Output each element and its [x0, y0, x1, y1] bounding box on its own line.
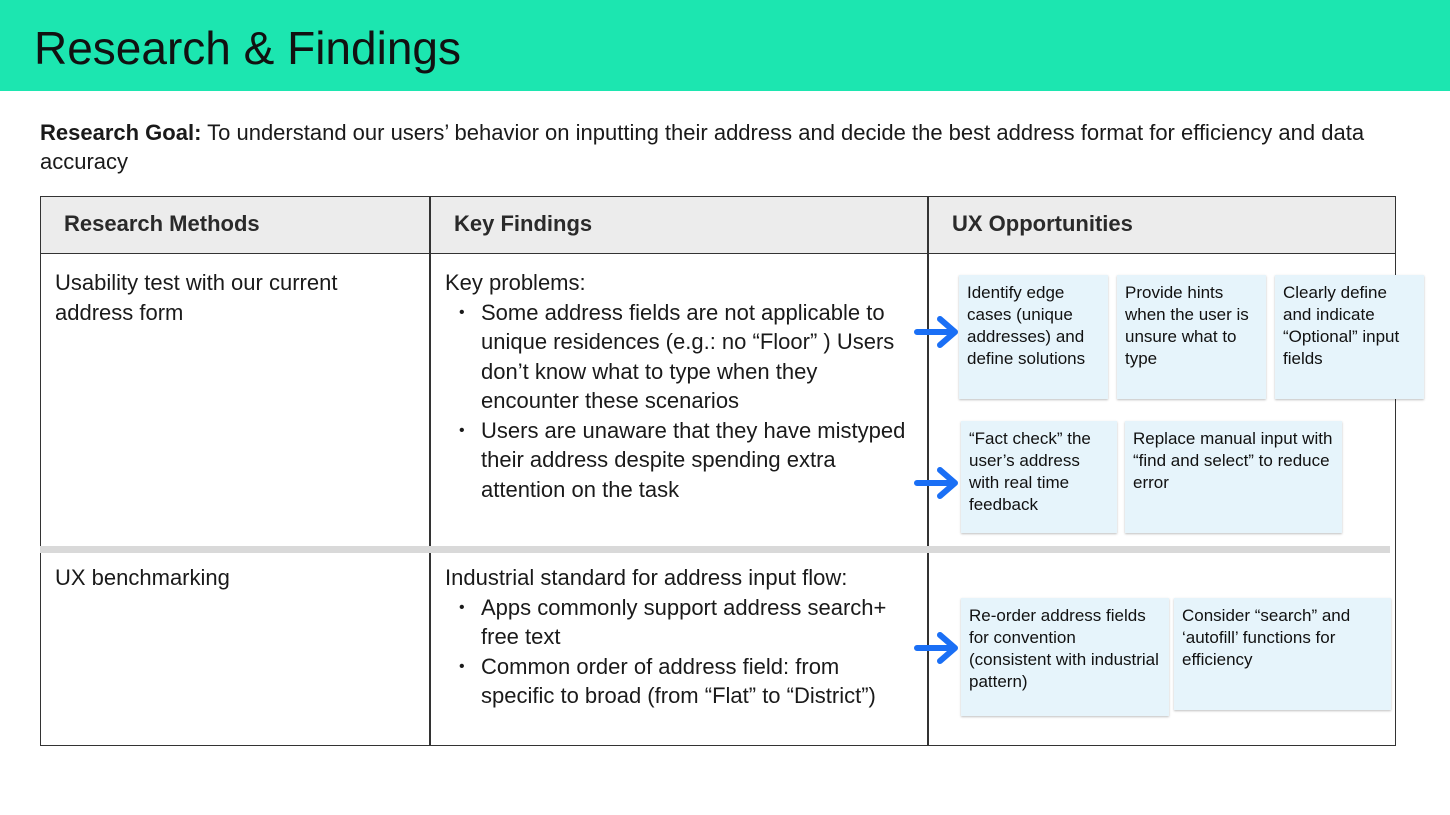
row2-findings-title: Industrial standard for address input flow:: [445, 565, 848, 590]
row1-method: Usability test with our current address form: [55, 270, 338, 325]
opportunity-sticky: Re-order address fields for convention (consistent with industrial pattern): [961, 598, 1169, 716]
opportunity-sticky: Replace manual input with “find and select” to reduce error: [1125, 421, 1342, 533]
opportunity-sticky: Provide hints when the user is unsure what to type: [1117, 275, 1266, 399]
arrow-right-icon: [914, 465, 962, 501]
header-banner: [0, 0, 1450, 91]
column-header-opportunities: UX Opportunities: [952, 211, 1133, 236]
column-divider-1: [429, 196, 431, 746]
opportunity-sticky: Clearly define and indicate “Optional” input fields: [1275, 275, 1424, 399]
row-separator: [40, 546, 1390, 553]
row2-finding-2: • Common order of address field: from specific to broad (from “Flat” to “District”): [445, 652, 915, 711]
row1-findings-title: Key problems:: [445, 270, 586, 295]
arrow-right-icon: [914, 630, 962, 666]
row2-method: UX benchmarking: [55, 565, 230, 590]
arrow-right-icon: [914, 314, 962, 350]
table-border-left: [40, 196, 41, 746]
research-goal: [40, 118, 1400, 176]
row2-findings: [445, 563, 915, 711]
row1-finding-2: • Users are unaware that they have mistyped their address despite spending extra attention on the task: [445, 416, 915, 505]
research-goal-label: Research Goal:: [40, 120, 202, 145]
column-header-methods: Research Methods: [64, 211, 260, 236]
research-goal-text: To understand our users’ behavior on inputting their address and decide the best address format for efficiency and data accuracy: [40, 120, 1365, 174]
page-title: Research & Findings: [34, 22, 461, 74]
opportunity-sticky: Identify edge cases (unique addresses) and define solutions: [959, 275, 1108, 399]
row1-findings: [445, 268, 915, 504]
table-header-divider: [40, 253, 1396, 254]
column-header-findings: Key Findings: [454, 211, 593, 236]
table-border-top: [40, 196, 1396, 197]
opportunity-sticky: Consider “search” and ‘autofill’ functions for efficiency: [1174, 598, 1391, 710]
row1-finding-1: • Some address fields are not applicable to unique residences (e.g.: no “Floor” ) Users don’t know what to type when they encounter these scenarios: [445, 298, 915, 416]
table-border-bottom: [40, 745, 1396, 746]
opportunity-sticky: “Fact check” the user’s address with real time feedback: [961, 421, 1117, 533]
row2-finding-1: • Apps commonly support address search+ free text: [445, 593, 915, 652]
